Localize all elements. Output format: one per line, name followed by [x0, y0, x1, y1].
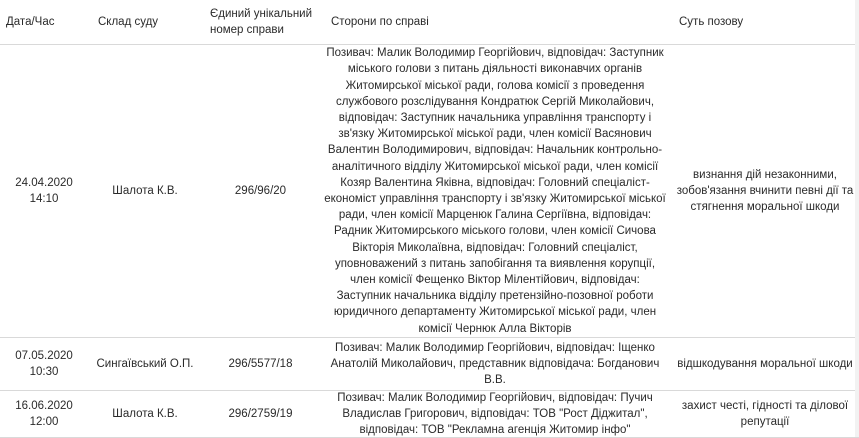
parties-cell: Позивач: Малик Володимир Георгійович, відповідач: Заступник міського голови з питань діяльності виконавчих органів Житомирської міської ради, голова комісії з проведення службового розслідування Кондратюк Сергій Миколайович, відповідач: Заступник начальника управління транспорту і зв'язку Житомирської міської ради, член комісії Васянович Валентин Володимирович, відповідач: Начальник контрольно-аналітичного відділу Житомирської міської ради, член комісії Козяр Валентина Яківна, відповідач: Головний спеціаліст-економіст управління транспорту і зв'язку Житомирської міської ради, член комісії Марценюк Галина Сергіївна, відповідач: Радник Житомирського міського голови, член комісії Сичова Вікторія Миколаївна, відповідач: Головний спеціаліст, уповноважений з питань запобігання та виявлення корупції, член комісії Фещенко Віктор Мілентійович, відповідач: Заступник начальника відділу претензійно-позовної роботи юридичного департаменту Житомирської міської ради, член комісії Чернюк Алла Вікторів — [324, 47, 666, 335]
court-cell: Сингаївський О.П. — [96, 357, 194, 370]
header-essence: Суть позову — [679, 16, 744, 28]
time-value: 10:30 — [29, 366, 59, 378]
essence-cell: визнання дій незаконними, зобов'язання вчинити певні дії та стягнення моральної шкоди — [676, 168, 854, 214]
date-cell — [0, 391, 88, 437]
table-header — [0, 0, 859, 45]
header-date: Дата/Час — [6, 16, 55, 28]
date-value: 07.05.2020 — [15, 349, 73, 362]
parties-cell: Позивач: Малик Володимир Георгійович, відповідач: Пучич Владислав Григорович, відповідач: ТОВ "Рост Діджитал", відповідач: ТОВ "Рекламна агенція Житомир інфо" — [337, 391, 653, 437]
time-value: 12:00 — [29, 416, 59, 428]
header-parties: Сторони по справі — [331, 16, 429, 28]
court-cell: Шалота К.В. — [112, 184, 178, 197]
date-cell — [0, 338, 88, 390]
table-row — [0, 391, 859, 438]
date-value: 24.04.2020 — [15, 176, 73, 189]
essence-cell: відшкодування моральної шкоди — [677, 357, 853, 370]
essence-cell: захист честі, гідності та ділової репутації — [681, 399, 849, 428]
table-row — [0, 338, 859, 391]
time-value: 14:10 — [29, 193, 59, 205]
court-cell: Шалота К.В. — [112, 407, 178, 420]
case-number-cell: 296/2759/19 — [228, 407, 293, 420]
date-cell — [0, 45, 88, 337]
case-number-cell: 296/5577/18 — [228, 357, 293, 370]
table-row — [0, 45, 859, 338]
header-court: Склад суду — [98, 16, 159, 28]
parties-cell: Позивач: Малик Володимир Георгійович, відповідач: Іщенко Анатолій Миколайович, представник відповідача: Богданович В.В. — [330, 341, 660, 387]
vertical-scrollbar[interactable] — [855, 0, 859, 437]
header-case-number: Єдиний унікальний номер справи — [210, 8, 313, 36]
case-number-cell: 296/96/20 — [234, 184, 287, 197]
date-value: 16.06.2020 — [15, 399, 73, 412]
